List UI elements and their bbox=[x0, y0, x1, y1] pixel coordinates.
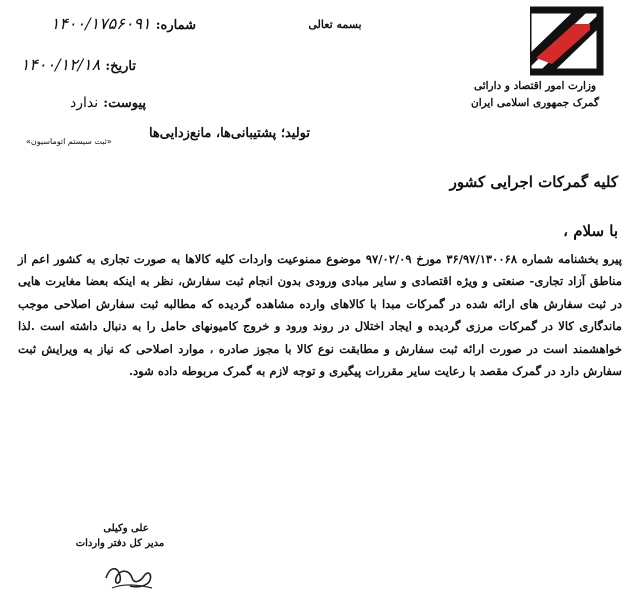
letter-date bbox=[6, 55, 136, 74]
signer-name: علی وکیلی bbox=[103, 523, 149, 534]
number-value: ۱۴۰۰/۱۷۵۶۰۹۱ bbox=[50, 14, 151, 33]
attachment-value: ندارد bbox=[70, 95, 99, 111]
letter-subject: تولید؛ پشتیبانی‌ها، مانع‌زدایی‌ها bbox=[148, 126, 310, 141]
date-label: تاریخ: bbox=[105, 59, 136, 74]
letter-body: پیرو بخشنامه شماره ۳۶/۹۷/۱۳۰۰۶۸ مورخ ۹۷/۰۲/۰۹ موضوع ممنوعیت واردات کلیه کالاها به صورت تجاری به کشور اعم از مناطق آزاد تجاری- صنعتی و ویژه اقتصادی و سایر مبادی ورودی بدون انجام ثبت سفارش، نظر به اینکه بعضا مغایرت هایی در ثبت سفارش های ارائه شده در گمرکات مبدا با کالاهای وارده مشاهده گردیده که مطالبه ثبت سفارش اصلاحی موجب ماندگاری کالا در گمرکات مرزی گردیده و ایجاد اختلال در روند ورود و خروج کامیونهای حامل را به دنبال داشته است .لذا خواهشمند است در صورت ارائه ثبت سفارش و مطابقت نوع کالا با مجوز صادره ، موارد اصلاحی که نیاز به ویرایش ثبت سفارش دارد در گمرک مقصد با رعایت سایر مقررات پیگیری و توجه لازم به گمرک مربوطه داده شود. bbox=[18, 252, 623, 379]
number-label: شماره: bbox=[155, 18, 196, 33]
attachment-label: پیوست: bbox=[103, 96, 146, 111]
letter-number bbox=[6, 14, 196, 33]
signature-scribble-icon bbox=[100, 558, 160, 592]
bismillah-heading: بسمه تعالی bbox=[308, 18, 362, 31]
customs-name: گمرک جمهوری اسلامی ایران bbox=[471, 97, 599, 109]
letter-recipient: کلیه گمرکات اجرایی کشور bbox=[449, 173, 618, 191]
automation-note: «ثبت سیستم اتوماسیون» bbox=[26, 137, 112, 146]
irica-logo-icon bbox=[524, 6, 604, 76]
letter-greeting: با سلام ، bbox=[563, 222, 618, 240]
date-value: ۱۴۰۰/۱۲/۱۸ bbox=[20, 55, 101, 74]
ministry-name: وزارت امور اقتصاد و دارائی bbox=[473, 80, 597, 92]
letter-attachment bbox=[6, 92, 146, 111]
signer-title: مدیر کل دفتر واردات bbox=[75, 538, 165, 549]
